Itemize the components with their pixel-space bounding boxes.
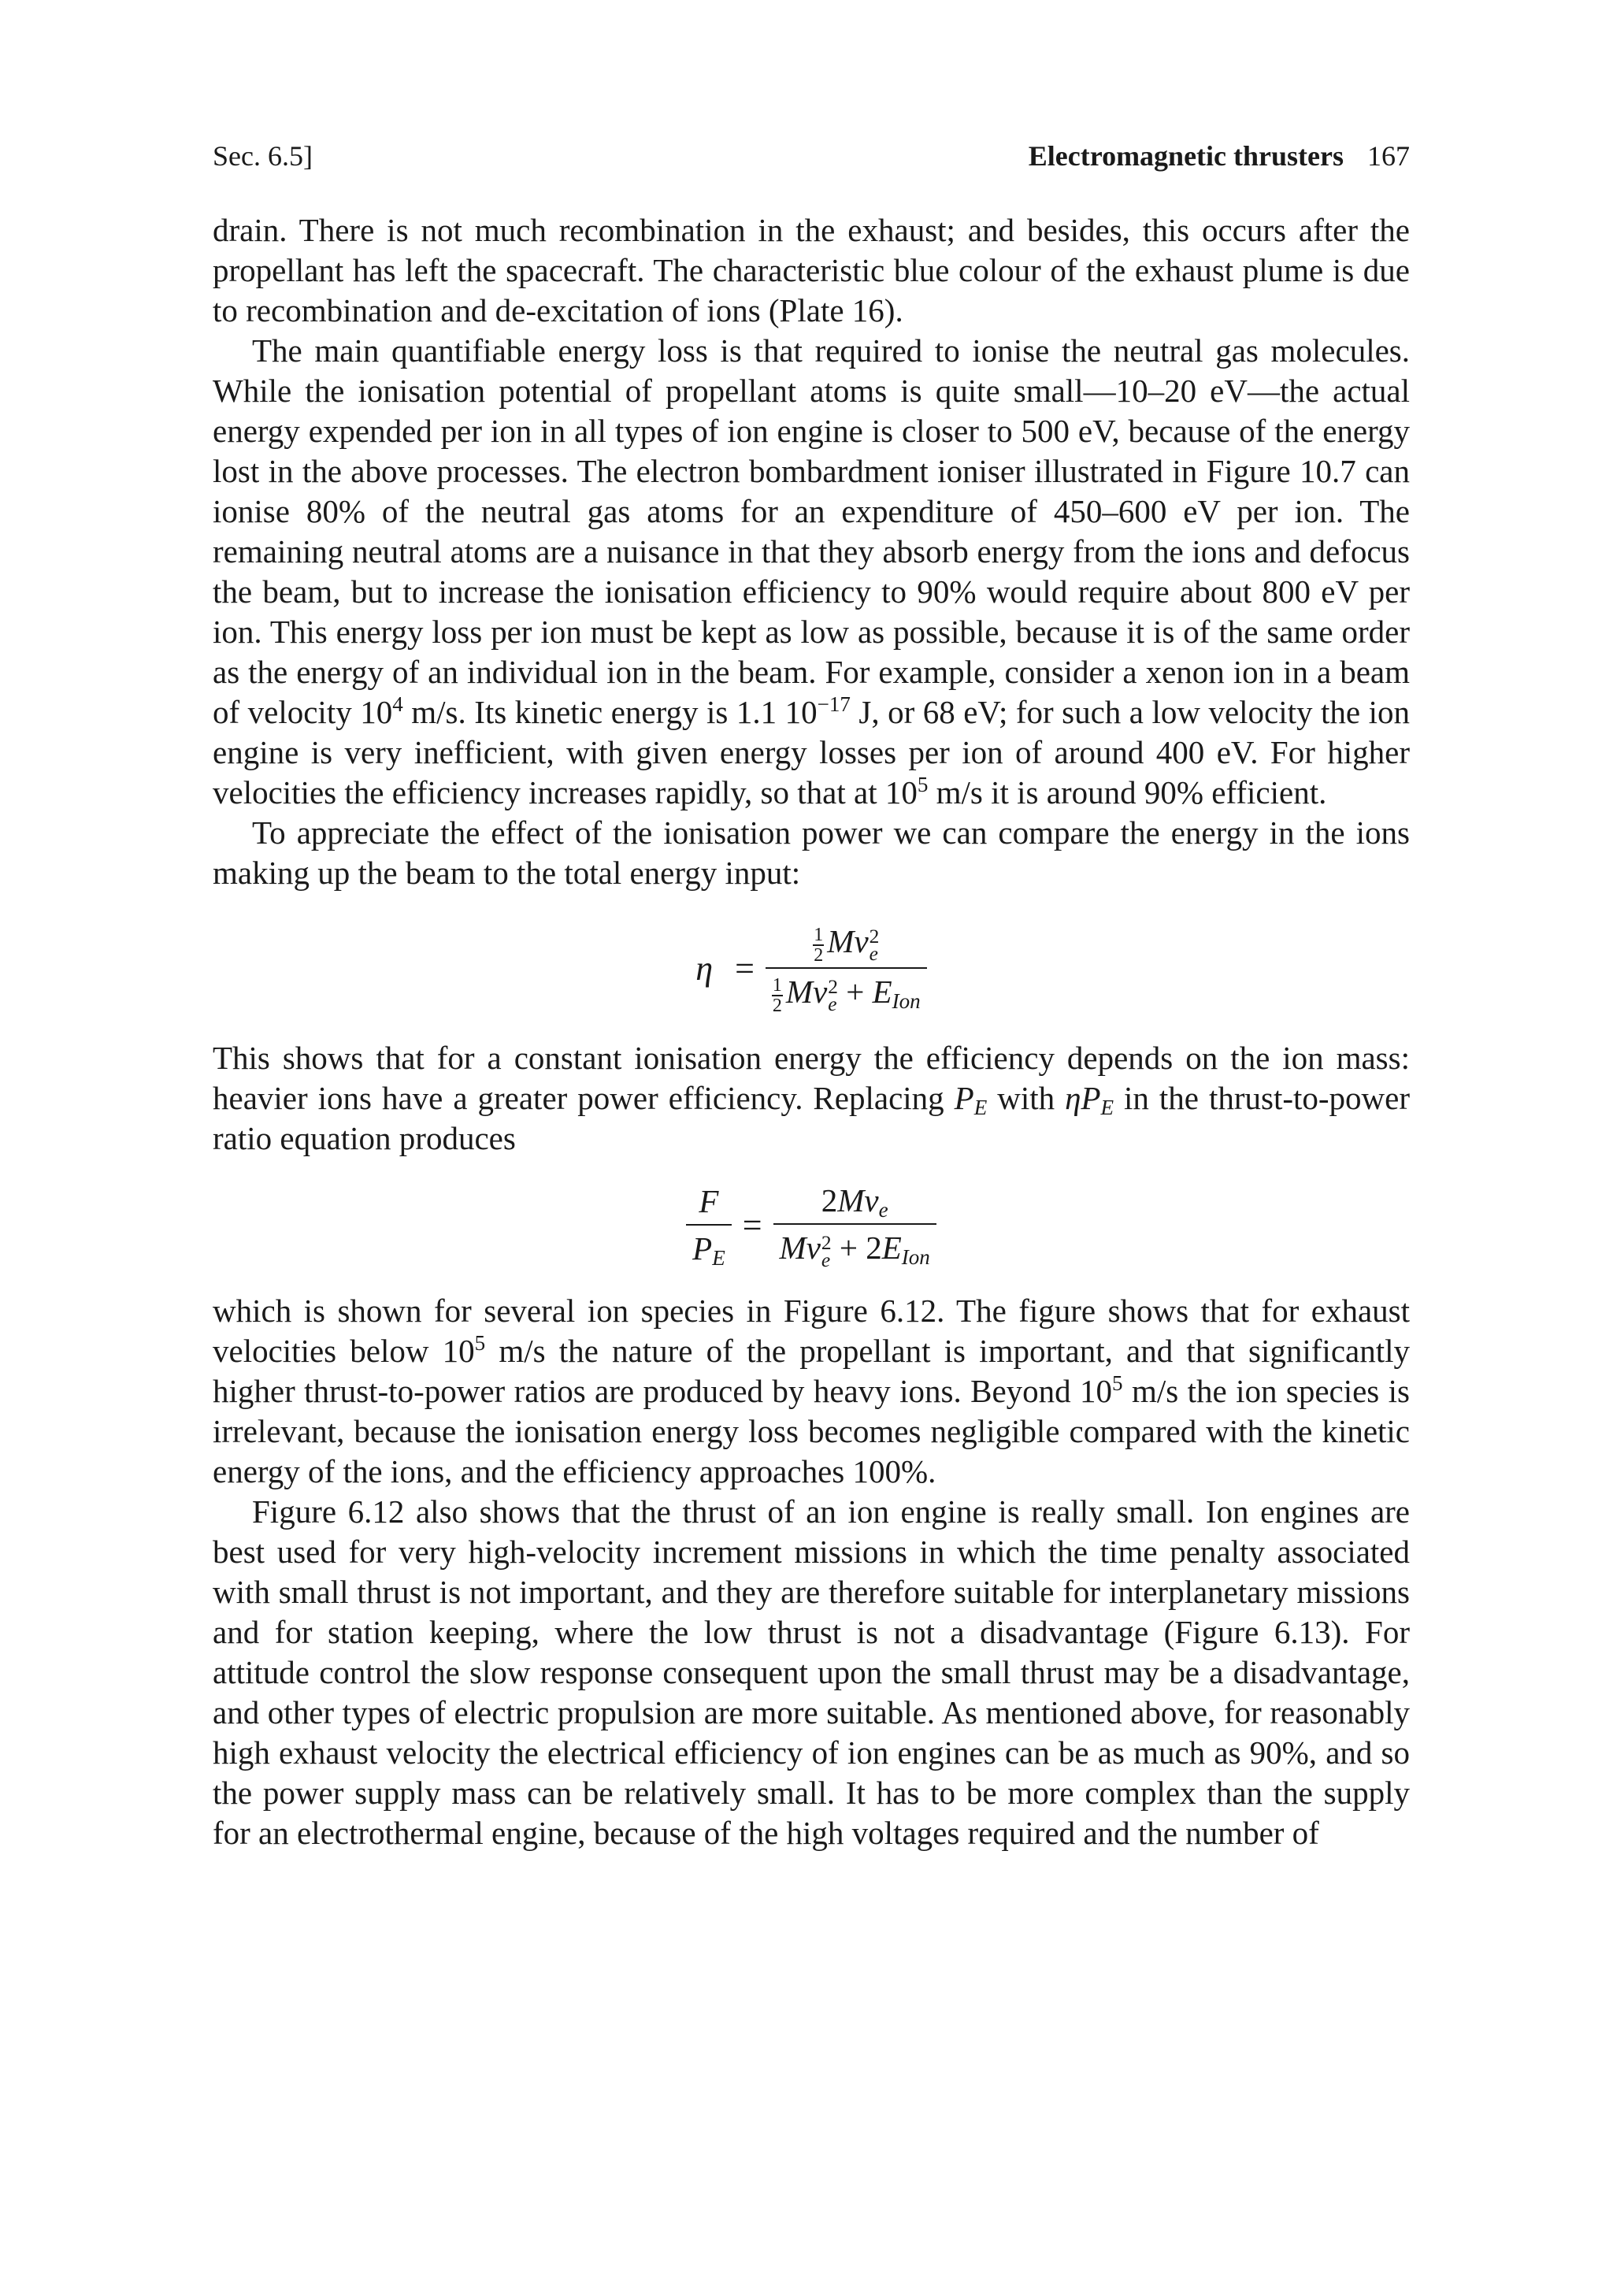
eq1-denominator: $\frac{1}{2}$ Mv 2 e + $E_{Ion}$ — [772, 974, 921, 1016]
section-label: Sec. 6.5] — [213, 140, 313, 172]
paragraph-1: drain. There is not much recombination in the exhaust; and besides, this occurs after the propellant has left the spacecraft. The characteristic blue colour of the exhaust plume is due to recombination and de-excitation of ions (Plate 16). — [213, 212, 1410, 328]
p2-exponent-1: 4 — [392, 692, 403, 717]
paragraph-3: To appreciate the effect of the ionisation power we can compare the energy in the ions making up the beam to the total energy input: — [213, 814, 1410, 891]
eq2-rhs-fraction: $2Mv_e$ Mv 2 e + $2E_{Ion}$ — [773, 1181, 936, 1269]
eq2-equals: = — [742, 1205, 762, 1244]
page — [213, 139, 1410, 1853]
eq1-equals: = — [735, 948, 755, 988]
symbol-eta-PE: $\eta P_E$ — [1065, 1080, 1114, 1119]
paragraph-2 — [213, 331, 1410, 813]
chapter-title: Electromagnetic thrusters — [1028, 140, 1344, 172]
page-number: 167 — [1367, 140, 1410, 172]
paragraph-6: Figure 6.12 also shows that the thrust of an ion engine is really small. Ion engines are best used for very high-velocity increment missions in which the time penalty associated with small thrust is not important, and they are therefore suitable for interplanetary missions and for station keeping, where the low thrust is not a disadvantage (Figure 6.13). For attitude control the slow response consequent upon the small thrust may be a disadvantage, and other types of electric propulsion are more suitable. As mentioned above, for reasonably high exhaust velocity the electrical efficiency of ion engines can be as much as 90%, and so the power supply mass can be relatively small. It has to be more complex than the supply for an electrothermal engine, because of the high voltages required and the number of — [213, 1493, 1410, 1851]
eq1-lhs-eta: η — [695, 948, 714, 988]
p2-text-c: J, or 68 eV; for such a low velocity the ion engine is very inefficient, with given energy losses per ion of around 400 eV. For higher velocities the efficiency increases rapidly, so that at 10 — [213, 694, 1410, 810]
body-text — [213, 210, 1410, 1853]
p2-text-d: m/s it is around 90% efficient. — [928, 774, 1327, 810]
eq1-numerator: $\frac{1}{2}$ Mv 2 e — [814, 923, 880, 966]
paragraph-5: which is shown for several ion species in Figure 6.12. The figure shows that for exhaust velocities below $10^5$ m/s the nature of the propellant is important, and that significantly higher thrust-to-power ratios are produced by heavy ions. Beyond $10^5$ m/s the ion species is irrelevant, because the ionisation energy loss becomes negligible compared with the kinetic energy of the ions, and the efficiency approaches 100%. — [213, 1293, 1411, 1489]
half-fraction: $\frac{1}{2}$ — [814, 925, 824, 966]
running-header — [213, 139, 1410, 173]
efficiency-equation — [213, 914, 1410, 1022]
p2-exponent-3: 5 — [917, 773, 929, 797]
p2-text-b: m/s. Its kinetic energy is 1.1 10 — [402, 694, 818, 730]
p2-exponent-2: −17 — [817, 692, 851, 717]
thrust-to-power-equation — [213, 1176, 1410, 1274]
eq2-lhs-fraction: $\frac{F}{P_E}$ — [686, 1181, 732, 1268]
header-right — [1029, 139, 1410, 173]
paragraph-4: This shows that for a constant ionisation energy the efficiency depends on the ion mass: heavier ions have a greater power efficiency. Replacing $P_E$ with $\eta P_E$ in the thrust-to-power ratio equation produces — [213, 1040, 1410, 1156]
p2-text-a: The main quantifiable energy loss is that required to ionise the neutral gas molecules. While the ionisation potential of propellant atoms is quite small—10–20 eV—the actual energy expended per ion in all types of ion engine is closer to 500 eV, because of the energy lost in the above processes. The electron bombardment ioniser illustrated in Figure 10.7 can ionise 80% of the neutral gas atoms for an expenditure of 450–600 eV per ion. The remaining neutral atoms are a nuisance in that they absorb energy from the ions and defocus the beam, but to increase the ionisation efficiency to 90% would require about 800 eV per ion. This energy loss per ion must be kept as low as possible, because it is of the same order as the energy of an individual ion in the beam. For example, consider a xenon ion in a beam of velocity 10 — [213, 332, 1410, 730]
eq1-fraction-bar — [766, 967, 927, 969]
eq1-fraction — [766, 922, 927, 1014]
symbol-PE: $P_E$ — [954, 1080, 988, 1119]
half-fraction: $\frac{1}{2}$ — [772, 974, 782, 1016]
